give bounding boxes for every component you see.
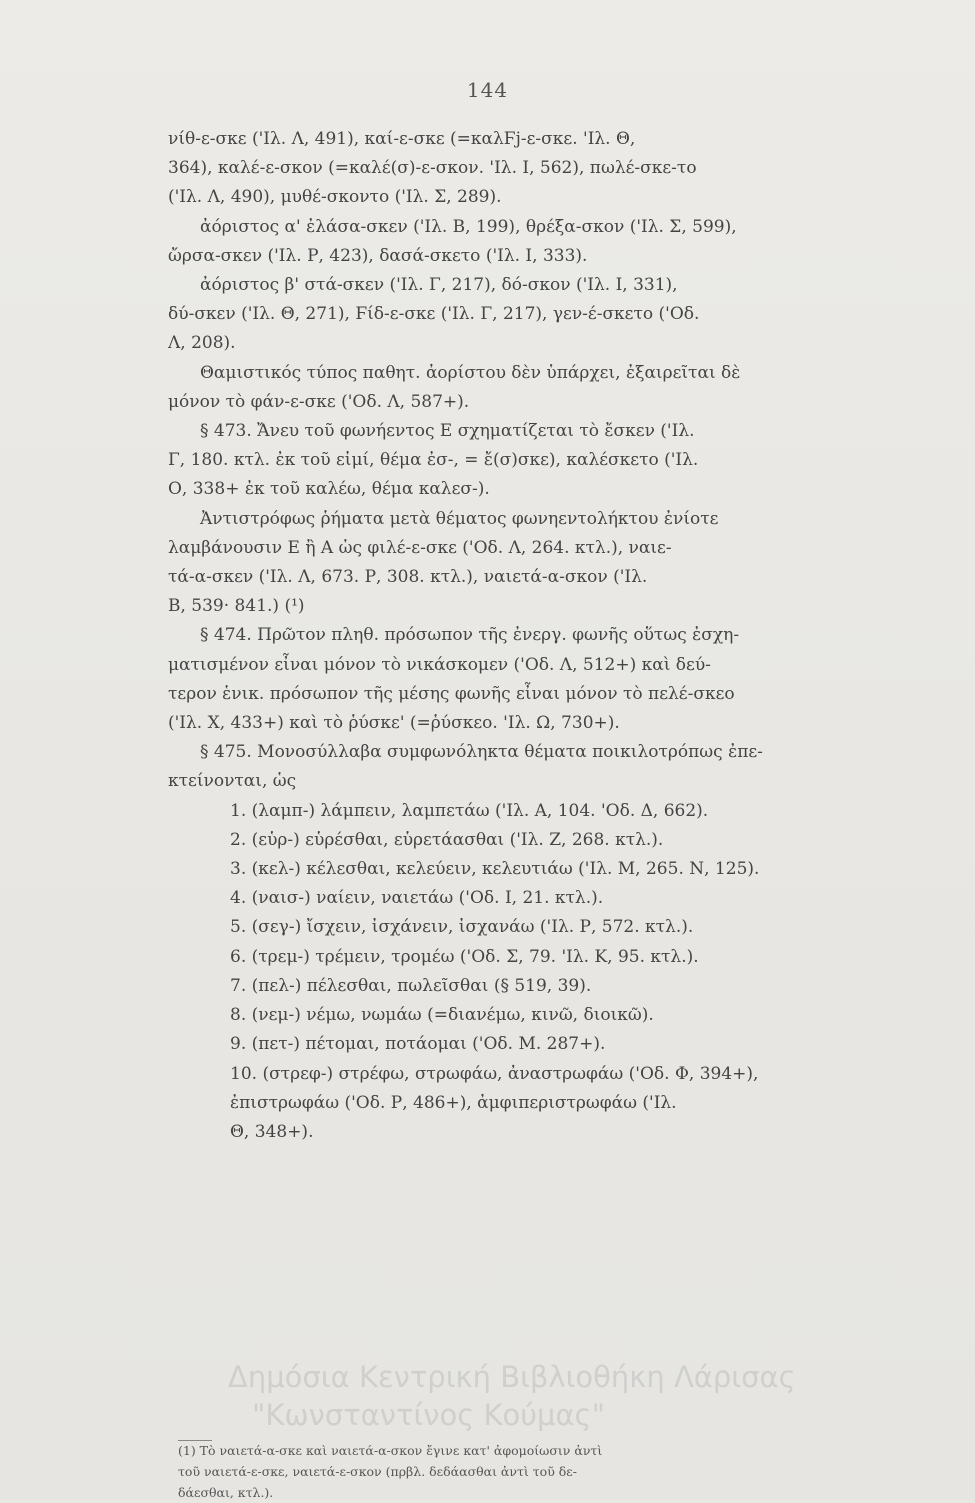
text-line: 5. (σεγ-) ἴσχειν, ἰσχάνειν, ἰσχανάω ('Ιλ. Ρ, 572. κτλ.). bbox=[230, 917, 694, 938]
text-line: τερον ἑνικ. πρόσωπον τῆς μέσης φωνῆς εἶναι μόνον τὸ πελέ-σκεο bbox=[168, 683, 735, 704]
text-line: ὤρσα-σκεν ('Ιλ. Ρ, 423), δασά-σκετο ('Ιλ. Ι, 333). bbox=[168, 245, 588, 266]
text-line: ('Ιλ. Λ, 490), μυθέ-σκοντο ('Ιλ. Σ, 289). bbox=[168, 187, 502, 208]
text-line: § 474. Πρῶτον πληθ. πρόσωπον τῆς ἐνεργ. φωνῆς οὕτως ἐσχη- bbox=[200, 625, 740, 646]
text-line: 7. (πελ-) πέλεσθαι, πωλεῖσθαι (§ 519, 39). bbox=[230, 975, 592, 996]
page-number: 144 bbox=[466, 78, 509, 102]
text-line: 1. (λαμπ-) λάμπειν, λαμπετάω ('Ιλ. Α, 104. 'Οδ. Δ, 662). bbox=[230, 800, 709, 821]
text-line: ἐπιστρωφάω ('Οδ. Ρ, 486+), ἀμφιπεριστρωφάω ('Ιλ. bbox=[230, 1092, 677, 1113]
text-line: Λ, 208). bbox=[168, 333, 236, 354]
text-line: τά-α-σκεν ('Ιλ. Λ, 673. Ρ, 308. κτλ.), ναιετά-α-σκον ('Ιλ. bbox=[168, 567, 648, 588]
text-line: λαμβάνουσιν Ε ἢ Α ὡς φιλέ-ε-σκε ('Οδ. Λ, 264. κτλ.), ναιε- bbox=[168, 537, 672, 558]
text-line: Θ, 348+). bbox=[230, 1121, 314, 1142]
text-line: ἀόριστος α' ἐλάσα-σκεν ('Ιλ. Β, 199), θρέξα-σκον ('Ιλ. Σ, 599), bbox=[200, 216, 737, 237]
text-line: 10. (στρεφ-) στρέφω, στρωφάω, ἀναστρωφάω ('Οδ. Φ, 394+), bbox=[230, 1063, 759, 1084]
text-line: ('Ιλ. Χ, 433+) καὶ τὸ ῥύσκε' (=ῥύσκεο. 'Ιλ. Ω, 730+). bbox=[168, 713, 620, 734]
footnote-line: (1) Τὸ ναιετά-α-σκε καὶ ναιετά-α-σκον ἔγινε κατ' ἀφομοίωσιν ἀντὶ bbox=[178, 1443, 603, 1458]
text-line: Β, 539· 841.) (¹) bbox=[168, 596, 305, 617]
text-line: Ἀντιστρόφως ῥήματα μετὰ θέματος φωνηεντολήκτου ἐνίοτε bbox=[200, 508, 719, 529]
text-line: ἀόριστος β' στά-σκεν ('Ιλ. Γ, 217), δό-σκον ('Ιλ. Ι, 331), bbox=[200, 275, 678, 296]
text-line: § 473. Ἄνευ τοῦ φωνήεντος Ε σχηματίζεται τὸ ἔσκεν ('Ιλ. bbox=[200, 421, 695, 442]
text-line: 6. (τρεμ-) τρέμειν, τρομέω ('Οδ. Σ, 79. 'Ιλ. Κ, 95. κτλ.). bbox=[230, 946, 699, 967]
library-watermark bbox=[0, 1358, 975, 1434]
text-line: 3. (κελ-) κέλεσθαι, κελεύειν, κελευτιάω ('Ιλ. Μ, 265. Ν, 125). bbox=[230, 859, 760, 880]
body-text bbox=[168, 125, 848, 1147]
text-line: 9. (πετ-) πέτομαι, ποτάομαι ('Οδ. Μ. 287+). bbox=[230, 1034, 606, 1055]
text-line: κτείνονται, ὡς bbox=[168, 771, 297, 792]
text-line: 8. (νεμ-) νέμω, νωμάω (=διανέμω, κινῶ, διοικῶ). bbox=[230, 1005, 654, 1026]
text-line: δύ-σκεν ('Ιλ. Θ, 271), Ϝίδ-ε-σκε ('Ιλ. Γ, 217), γεν-έ-σκετο ('Οδ. bbox=[168, 304, 700, 325]
text-line: 4. (ναισ-) ναίειν, ναιετάω ('Οδ. Ι, 21. κτλ.). bbox=[230, 888, 604, 909]
text-line: Θαμιστικός τύπος παθητ. ἀορίστου δὲν ὑπάρχει, ἐξαιρεῖται δὲ bbox=[200, 362, 741, 383]
watermark-line-2: "Κωνσταντίνος Κούμας" bbox=[252, 1398, 605, 1432]
text-line: νίθ-ε-σκε ('Ιλ. Λ, 491), καί-ε-σκε (=καλϜj-ε-σκε. 'Ιλ. Θ, bbox=[168, 129, 636, 149]
text-line: μόνον τὸ φάν-ε-σκε ('Οδ. Λ, 587+). bbox=[168, 391, 470, 412]
text-line: 2. (εὑρ-) εὑρέσθαι, εὑρετάασθαι ('Ιλ. Ζ, 268. κτλ.). bbox=[230, 829, 664, 850]
footnote-line: τοῦ ναιετά-ε-σκε, ναιετά-ε-σκον (πρβλ. δεδάασθαι ἀντὶ τοῦ δε- bbox=[178, 1464, 578, 1479]
text-line: 364), καλέ-ε-σκον (=καλέ(σ)-ε-σκον. 'Ιλ. Ι, 562), πωλέ-σκε-το bbox=[168, 158, 697, 179]
text-line: Γ, 180. κτλ. ἐκ τοῦ εἰμί, θέμα ἐσ-, = ἔ(σ)σκε), καλέσκετο ('Ιλ. bbox=[168, 450, 699, 471]
footnote bbox=[178, 1440, 848, 1503]
text-line: Ο, 338+ ἐκ τοῦ καλέω, θέμα καλεσ-). bbox=[168, 479, 490, 500]
footnote-line: δάεσθαι, κτλ.). bbox=[178, 1485, 274, 1500]
text-line: § 475. Μονοσύλλαβα συμφωνόληκτα θέματα ποικιλοτρόπως ἐπε- bbox=[200, 742, 763, 763]
text-line: ματισμένον εἶναι μόνον τὸ νικάσκομεν ('Οδ. Λ, 512+) καὶ δεύ- bbox=[168, 654, 711, 675]
watermark-line-1: Δημόσια Κεντρική Βιβλιοθήκη Λάρισας bbox=[228, 1360, 796, 1394]
